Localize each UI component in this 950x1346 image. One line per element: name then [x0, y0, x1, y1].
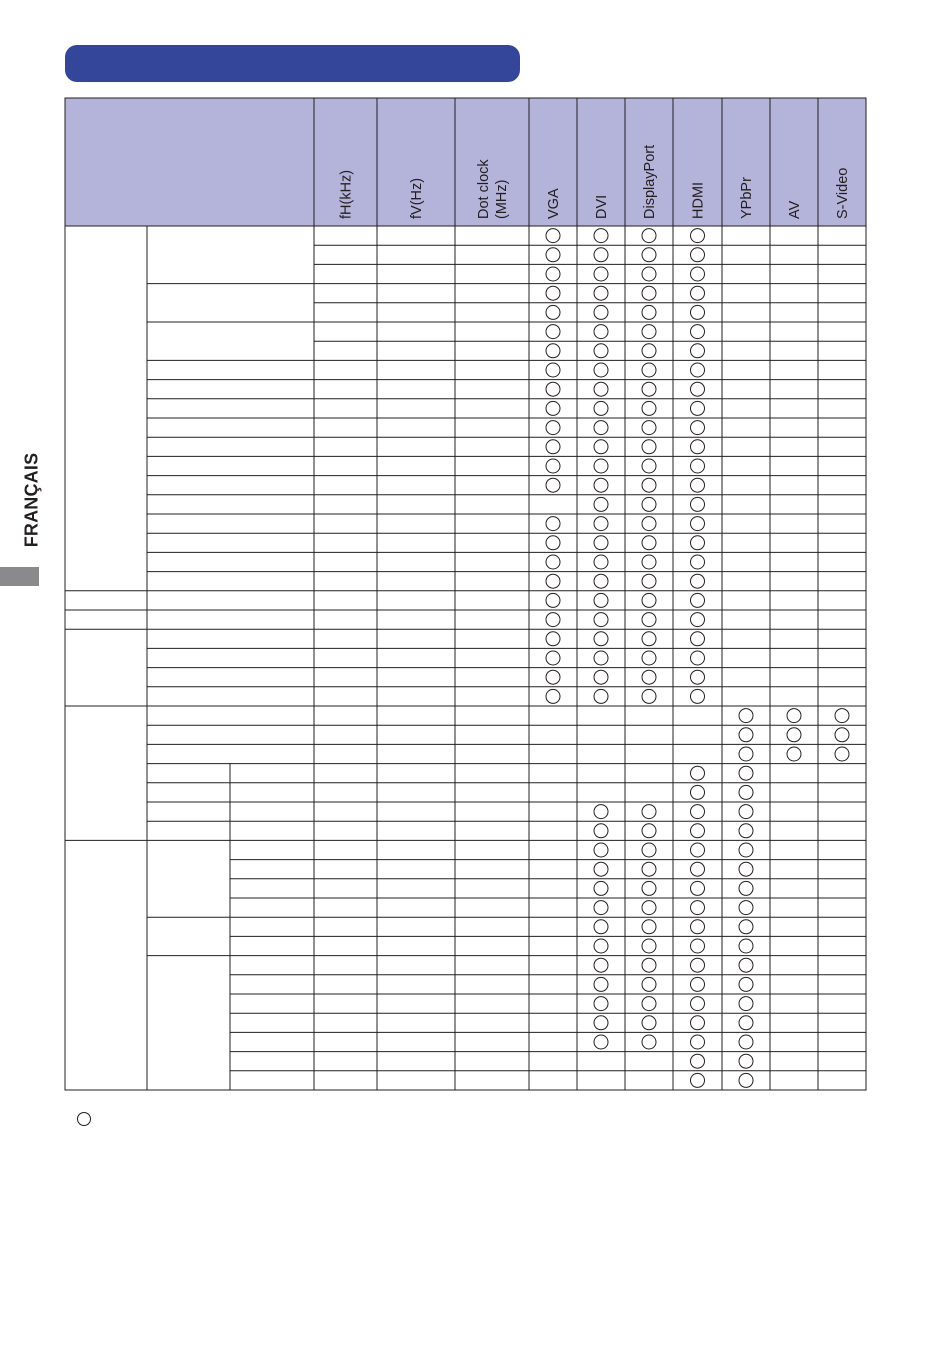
- support-mark-dvi: [594, 843, 608, 857]
- support-mark-displayport: [642, 286, 656, 300]
- support-mark-dvi: [594, 632, 608, 646]
- support-mark-displayport: [642, 325, 656, 339]
- column-header-displayport: DisplayPort: [642, 144, 658, 219]
- support-mark-hdmi: [691, 785, 705, 799]
- support-mark-displayport: [642, 632, 656, 646]
- support-mark-displayport: [642, 1016, 656, 1030]
- support-mark-displayport: [642, 555, 656, 569]
- support-mark-displayport: [642, 421, 656, 435]
- support-mark-ypbpr: [739, 843, 753, 857]
- support-mark-displayport: [642, 977, 656, 991]
- support-mark-dvi: [594, 670, 608, 684]
- support-mark-ypbpr: [739, 958, 753, 972]
- support-mark-displayport: [642, 1035, 656, 1049]
- support-mark-hdmi: [691, 939, 705, 953]
- column-header-vga: VGA: [546, 188, 562, 219]
- support-mark-dvi: [594, 555, 608, 569]
- support-mark-hdmi: [691, 862, 705, 876]
- support-mark-dvi: [594, 478, 608, 492]
- support-mark-hdmi: [691, 363, 705, 377]
- support-mark-dvi: [594, 1016, 608, 1030]
- support-mark-hdmi: [691, 824, 705, 838]
- support-mark-ypbpr: [739, 920, 753, 934]
- support-mark-vga: [546, 651, 560, 665]
- support-mark-ypbpr: [739, 766, 753, 780]
- support-mark-displayport: [642, 651, 656, 665]
- support-mark-hdmi: [691, 651, 705, 665]
- support-mark-ypbpr: [739, 747, 753, 761]
- support-mark-s-video: [835, 747, 849, 761]
- support-mark-dvi: [594, 901, 608, 915]
- column-header-hdmi: HDMI: [690, 181, 707, 219]
- support-mark-vga: [546, 574, 560, 588]
- support-mark-ypbpr: [739, 709, 753, 723]
- table-border: [65, 98, 866, 1090]
- support-mark-dvi: [594, 459, 608, 473]
- support-mark-vga: [546, 517, 560, 531]
- support-mark-dvi: [594, 267, 608, 281]
- support-mark-av: [787, 728, 801, 742]
- support-mark-displayport: [642, 478, 656, 492]
- support-mark-hdmi: [691, 1035, 705, 1049]
- support-mark-displayport: [642, 901, 656, 915]
- support-mark-displayport: [642, 574, 656, 588]
- support-mark-hdmi: [691, 344, 705, 358]
- support-mark-displayport: [642, 536, 656, 550]
- support-mark-hdmi: [691, 901, 705, 915]
- support-mark-hdmi: [691, 421, 705, 435]
- support-mark-dvi: [594, 536, 608, 550]
- support-mark-s-video: [835, 709, 849, 723]
- support-mark-vga: [546, 325, 560, 339]
- support-mark-hdmi: [691, 574, 705, 588]
- support-mark-hdmi: [691, 632, 705, 646]
- support-mark-ypbpr: [739, 1073, 753, 1087]
- support-mark-s-video: [835, 728, 849, 742]
- support-mark-vga: [546, 689, 560, 703]
- support-mark-dvi: [594, 997, 608, 1011]
- column-header-av: AV: [787, 200, 803, 219]
- support-mark-dvi: [594, 574, 608, 588]
- support-mark-dvi: [594, 689, 608, 703]
- support-mark-displayport: [642, 670, 656, 684]
- support-mark-vga: [546, 305, 560, 319]
- support-mark-hdmi: [691, 497, 705, 511]
- support-mark-hdmi: [691, 593, 705, 607]
- support-mark-dvi: [594, 497, 608, 511]
- support-mark-ypbpr: [739, 997, 753, 1011]
- column-header-fv-hz-: fV(Hz): [409, 177, 425, 219]
- support-mark-vga: [546, 344, 560, 358]
- support-mark-hdmi: [691, 267, 705, 281]
- support-mark-dvi: [594, 1035, 608, 1049]
- support-mark-vga: [546, 459, 560, 473]
- support-mark-dvi: [594, 325, 608, 339]
- support-mark-hdmi: [691, 248, 705, 262]
- support-mark-hdmi: [691, 920, 705, 934]
- legend-support-circle: [77, 1112, 91, 1126]
- support-mark-vga: [546, 593, 560, 607]
- support-mark-vga: [546, 632, 560, 646]
- support-mark-dvi: [594, 593, 608, 607]
- support-mark-dvi: [594, 881, 608, 895]
- support-mark-vga: [546, 670, 560, 684]
- support-mark-hdmi: [691, 805, 705, 819]
- support-mark-dvi: [594, 421, 608, 435]
- support-mark-displayport: [642, 920, 656, 934]
- column-header-ypbpr: YPbPr: [739, 177, 755, 219]
- support-mark-displayport: [642, 613, 656, 627]
- support-mark-av: [787, 709, 801, 723]
- support-mark-hdmi: [691, 997, 705, 1011]
- support-mark-dvi: [594, 382, 608, 396]
- support-mark-vga: [546, 229, 560, 243]
- support-mark-dvi: [594, 401, 608, 415]
- support-mark-displayport: [642, 997, 656, 1011]
- support-mark-ypbpr: [739, 901, 753, 915]
- support-mark-hdmi: [691, 881, 705, 895]
- support-mark-vga: [546, 248, 560, 262]
- column-header-dvi: DVI: [594, 194, 610, 219]
- support-mark-hdmi: [691, 401, 705, 415]
- support-mark-vga: [546, 401, 560, 415]
- support-mark-displayport: [642, 939, 656, 953]
- support-mark-hdmi: [691, 229, 705, 243]
- support-mark-ypbpr: [739, 1016, 753, 1030]
- support-mark-displayport: [642, 517, 656, 531]
- support-mark-vga: [546, 286, 560, 300]
- support-mark-hdmi: [691, 1073, 705, 1087]
- support-mark-hdmi: [691, 766, 705, 780]
- support-mark-ypbpr: [739, 862, 753, 876]
- support-mark-ypbpr: [739, 881, 753, 895]
- support-mark-vga: [546, 613, 560, 627]
- support-mark-displayport: [642, 248, 656, 262]
- support-mark-displayport: [642, 805, 656, 819]
- support-mark-hdmi: [691, 382, 705, 396]
- support-mark-hdmi: [691, 689, 705, 703]
- support-mark-dvi: [594, 613, 608, 627]
- support-mark-displayport: [642, 459, 656, 473]
- support-mark-ypbpr: [739, 728, 753, 742]
- support-mark-hdmi: [691, 536, 705, 550]
- support-mark-dvi: [594, 862, 608, 876]
- support-mark-displayport: [642, 401, 656, 415]
- support-mark-displayport: [642, 363, 656, 377]
- support-mark-hdmi: [691, 517, 705, 531]
- support-mark-ypbpr: [739, 805, 753, 819]
- support-mark-displayport: [642, 824, 656, 838]
- support-mark-vga: [546, 421, 560, 435]
- support-mark-vga: [546, 267, 560, 281]
- support-mark-dvi: [594, 651, 608, 665]
- support-mark-displayport: [642, 593, 656, 607]
- column-header-dot-clock: (MHz): [494, 179, 510, 219]
- support-mark-dvi: [594, 363, 608, 377]
- column-header-s-video: S-Video: [835, 167, 851, 219]
- column-header-fh-khz-: fH(kHz): [338, 169, 355, 219]
- support-mark-displayport: [642, 689, 656, 703]
- support-mark-displayport: [642, 881, 656, 895]
- support-mark-hdmi: [691, 440, 705, 454]
- support-mark-vga: [546, 382, 560, 396]
- support-mark-displayport: [642, 305, 656, 319]
- support-mark-dvi: [594, 517, 608, 531]
- support-mark-dvi: [594, 286, 608, 300]
- support-mark-vga: [546, 555, 560, 569]
- support-mark-displayport: [642, 440, 656, 454]
- support-mark-dvi: [594, 305, 608, 319]
- support-mark-displayport: [642, 958, 656, 972]
- support-mark-dvi: [594, 920, 608, 934]
- support-mark-vga: [546, 478, 560, 492]
- support-mark-displayport: [642, 344, 656, 358]
- support-mark-displayport: [642, 267, 656, 281]
- support-mark-vga: [546, 363, 560, 377]
- support-mark-dvi: [594, 977, 608, 991]
- support-mark-hdmi: [691, 286, 705, 300]
- support-mark-hdmi: [691, 305, 705, 319]
- support-mark-hdmi: [691, 478, 705, 492]
- support-mark-dvi: [594, 229, 608, 243]
- support-mark-displayport: [642, 497, 656, 511]
- support-mark-hdmi: [691, 843, 705, 857]
- support-mark-displayport: [642, 229, 656, 243]
- support-mark-hdmi: [691, 325, 705, 339]
- support-mark-ypbpr: [739, 977, 753, 991]
- support-mark-hdmi: [691, 613, 705, 627]
- support-mark-av: [787, 747, 801, 761]
- support-mark-hdmi: [691, 459, 705, 473]
- support-mark-dvi: [594, 344, 608, 358]
- language-side-label: FRANÇAIS: [21, 452, 42, 548]
- support-mark-dvi: [594, 805, 608, 819]
- support-mark-dvi: [594, 248, 608, 262]
- support-mark-vga: [546, 440, 560, 454]
- support-mark-dvi: [594, 939, 608, 953]
- support-mark-hdmi: [691, 1016, 705, 1030]
- support-mark-vga: [546, 536, 560, 550]
- support-mark-ypbpr: [739, 785, 753, 799]
- support-mark-dvi: [594, 824, 608, 838]
- support-mark-ypbpr: [739, 939, 753, 953]
- support-mark-hdmi: [691, 958, 705, 972]
- support-mark-ypbpr: [739, 1035, 753, 1049]
- support-mark-displayport: [642, 843, 656, 857]
- support-mark-hdmi: [691, 977, 705, 991]
- support-mark-displayport: [642, 382, 656, 396]
- support-mark-ypbpr: [739, 824, 753, 838]
- support-mark-dvi: [594, 958, 608, 972]
- support-mark-displayport: [642, 862, 656, 876]
- column-header-dot-clock: Dot clock: [476, 159, 492, 219]
- support-mark-dvi: [594, 440, 608, 454]
- support-mark-hdmi: [691, 1054, 705, 1068]
- support-mark-hdmi: [691, 670, 705, 684]
- support-mark-hdmi: [691, 555, 705, 569]
- support-mark-ypbpr: [739, 1054, 753, 1068]
